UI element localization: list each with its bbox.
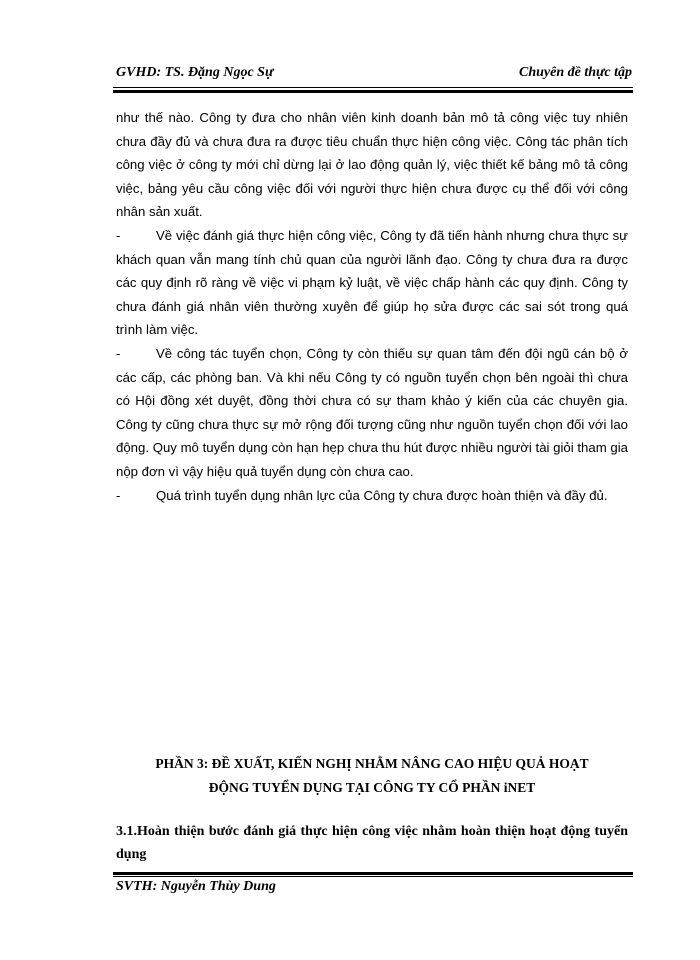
section-title-line1: PHẦN 3: ĐỀ XUẤT, KIẾN NGHỊ NHẰM NÂNG CAO HIỆU QUẢ HOẠT xyxy=(155,756,589,771)
header-report-type: Chuyên đề thực tập xyxy=(518,65,632,80)
paragraph-selection xyxy=(116,342,628,484)
bullet-dash: - xyxy=(116,345,121,361)
paragraph-evaluation-text: Về việc đánh giá thực hiện công việc, Công ty đã tiến hành nhưng chưa thực sự khách quan vẫn mang tính chủ quan của người lãnh đạo. Công ty chưa đưa ra được các quy định rõ ràng về việc vi phạm kỷ luật, về việc chấp hành các quy định. Công ty chưa đánh giá nhân viên thường xuyên để giúp họ sửa được các sai sót trong quá trình làm việc. xyxy=(116,227,628,338)
paragraph-continuation: như thế nào. Công ty đưa cho nhân viên kinh doanh bản mô tả công việc tuy nhiên chưa đầy đủ và chưa đưa ra được tiêu chuẩn thực hiện công việc. Công tác phân tích công việc ở công ty mới chỉ dừng lại ở lao động quản lý, việc thiết kế bảng mô tả công việc, bảng yêu cầu công việc đối với người thực hiện chưa được cụ thể đối với công nhân sản xuất. xyxy=(116,110,628,220)
paragraph-selection-text: Về công tác tuyển chọn, Công ty còn thiếu sự quan tâm đến đội ngũ cán bộ ở các cấp, các phòng ban. Và khi nếu Công ty có nguồn tuyển chọn bên ngoài thì chưa có Hội đồng xét duyệt, đồng thời chưa có sự tham khảo ý kiến của các chuyên gia. Công ty cũng chưa thực sự mở rộng đối tượng cũng như nguồn tuyển chọn đối với lao động. Quy mô tuyển dụng còn hạn hẹp chưa thu hút được nhiều người tài giỏi tham gia nộp đơn vì vậy hiệu quả tuyển dụng còn chưa cao. xyxy=(116,345,628,479)
bullet-dash: - xyxy=(116,227,121,243)
header-rule-thick xyxy=(113,90,633,93)
page-header xyxy=(113,64,632,88)
header-rule-thin xyxy=(113,87,633,88)
paragraph-process xyxy=(116,484,628,508)
section-title xyxy=(116,752,628,800)
subsection-title: 3.1.Hoàn thiện bước đánh giá thực hiện công việc nhằm hoàn thiện hoạt động tuyển dụng xyxy=(116,824,628,862)
paragraph-process-text: Quá trình tuyển dụng nhân lực của Công ty chưa được hoàn thiện và đầy đủ. xyxy=(156,487,608,503)
paragraph-evaluation xyxy=(116,224,628,342)
body-text xyxy=(116,106,628,507)
bullet-dash: - xyxy=(116,487,121,503)
page-footer: SVTH: Nguyễn Thùy Dung xyxy=(116,879,276,894)
footer-rule-thick xyxy=(113,872,633,875)
footer-rule-thin xyxy=(113,876,633,877)
header-supervisor: GVHD: TS. Đặng Ngọc Sự xyxy=(116,65,274,80)
section-title-line2: ĐỘNG TUYỂN DỤNG TẠI CÔNG TY CỔ PHẦN iNET xyxy=(208,780,536,795)
